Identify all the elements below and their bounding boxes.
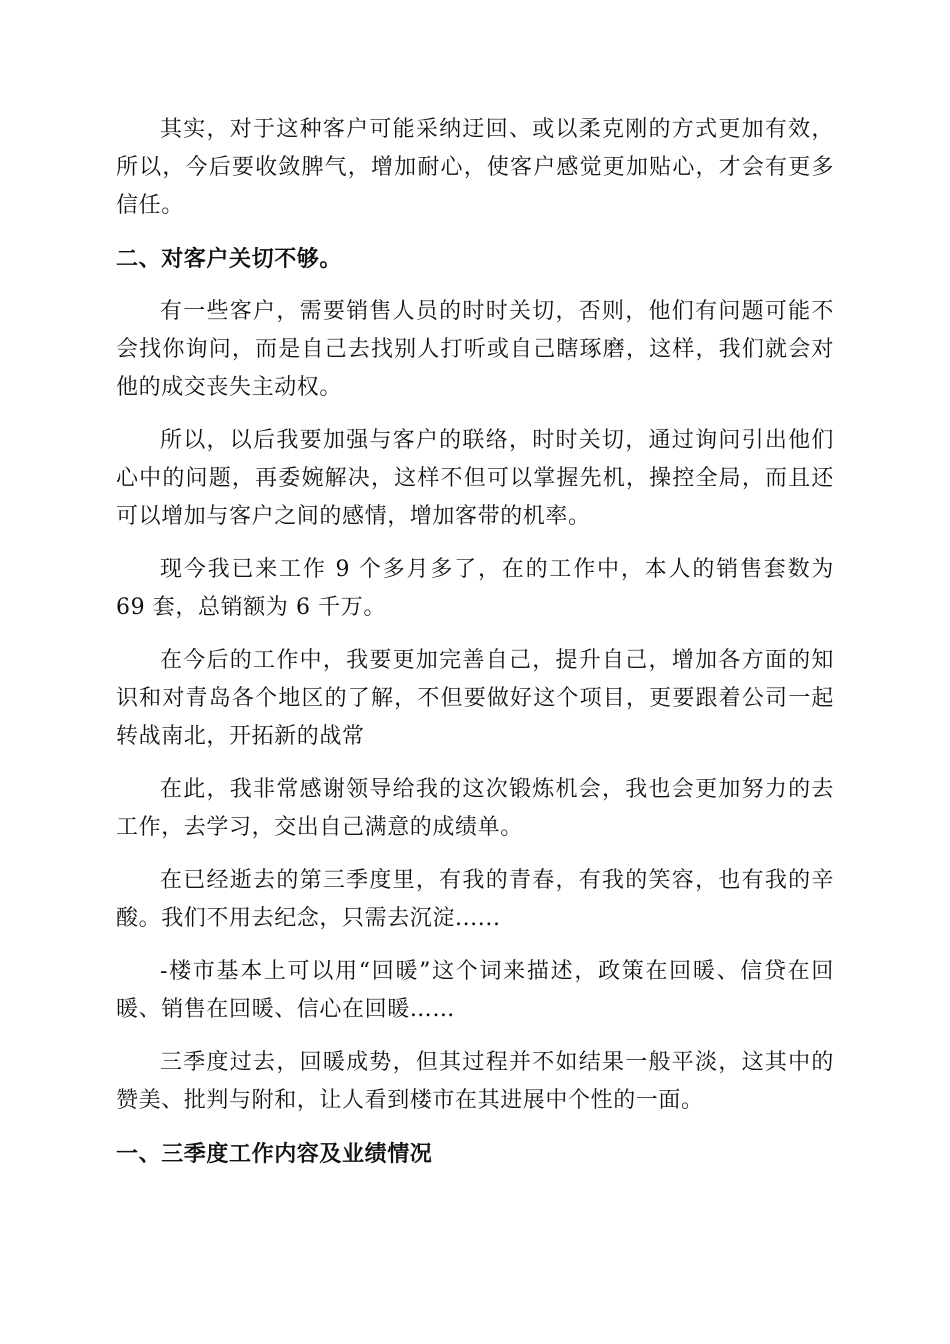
document-page — [116, 111, 834, 1188]
paragraph: 有一些客户，需要销售人员的时时关切，否则，他们有问题可能不会找你询问，而是自己去找别人打听或自己瞎琢磨，这样，我们就会对他的成交丧失主动权。 — [116, 299, 834, 400]
paragraph: 其实，对于这种客户可能采纳迂回、或以柔克刚的方式更加有效，所以，今后要收敛脾气，增加耐心，使客户感觉更加贴心，才会有更多信任。 — [116, 117, 834, 218]
paragraph: 所以，以后我要加强与客户的联络，时时关切，通过询问引出他们心中的问题，再委婉解决，这样不但可以掌握先机，操控全局，而且还可以增加与客户之间的感情，增加客带的机率。 — [116, 428, 834, 529]
paragraph: 在已经逝去的第三季度里，有我的青春，有我的笑容，也有我的辛酸。我们不用去纪念，只需去沉淀...... — [116, 868, 834, 931]
paragraph: 在今后的工作中，我要更加完善自己，提升自己，增加各方面的知识和对青岛各个地区的了解，不但要做好这个项目，更要跟着公司一起转战南北，开拓新的战常 — [116, 648, 834, 749]
section-heading: 一、三季度工作内容及业绩情况 — [116, 1141, 433, 1167]
paragraph: 在此，我非常感谢领导给我的这次锻炼机会，我也会更加努力的去工作，去学习，交出自己满意的成绩单。 — [116, 777, 834, 840]
paragraph: 现今我已来工作 9 个多月多了，在的工作中，本人的销售套数为 69 套，总销额为 6 千万。 — [116, 557, 834, 620]
section-heading: 二、对客户关切不够。 — [116, 246, 343, 272]
paragraph: 三季度过去，回暖成势，但其过程并不如结果一般平淡，这其中的赞美、批判与附和，让人看到楼市在其进展中个性的一面。 — [116, 1050, 834, 1113]
paragraph: -楼市基本上可以用“回暖”这个词来描述，政策在回暖、信贷在回暖、销售在回暖、信心在回暖…… — [116, 959, 834, 1022]
